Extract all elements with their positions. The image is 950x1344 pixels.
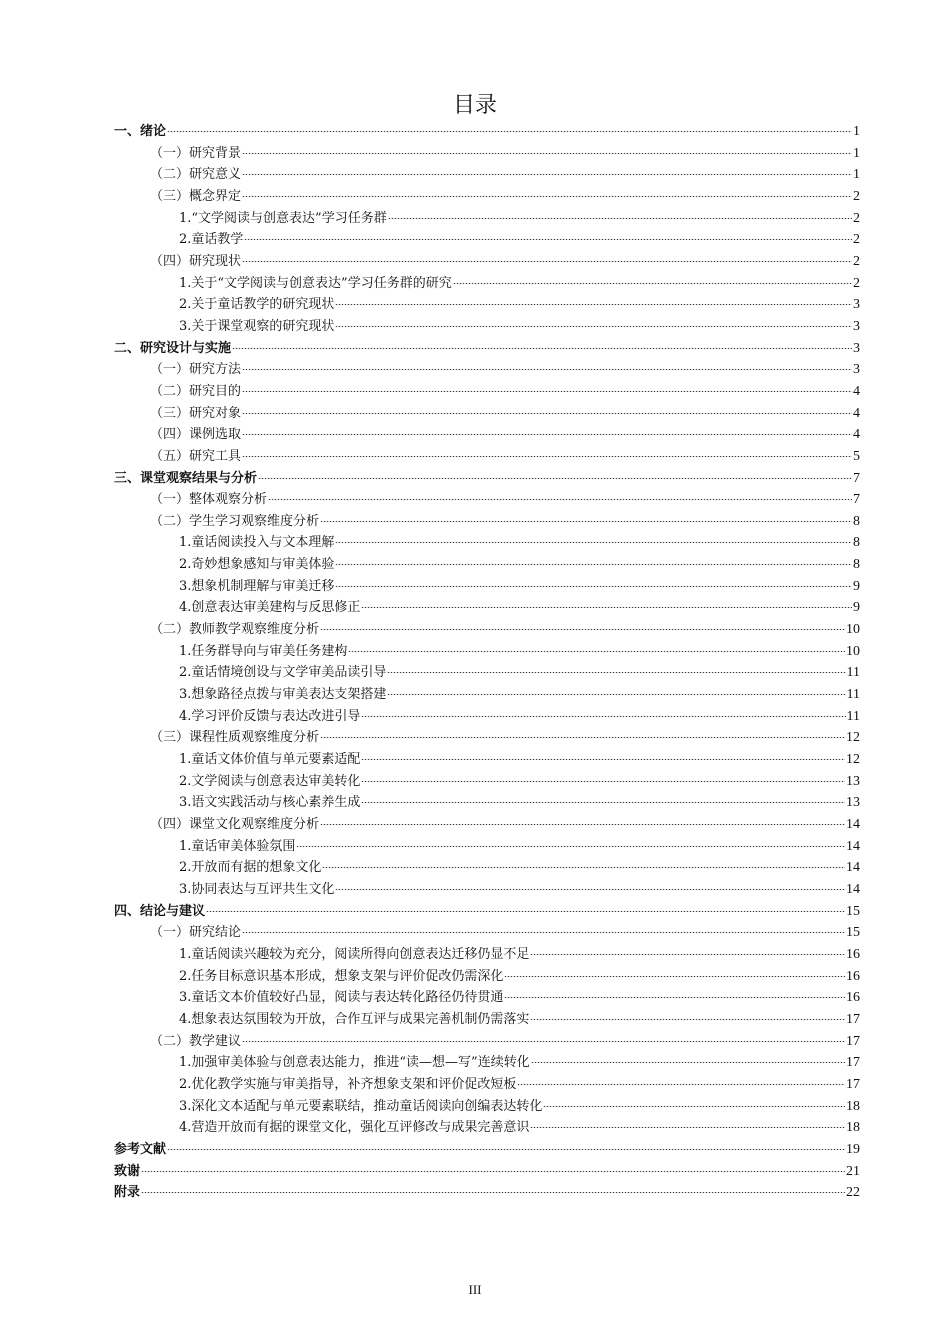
toc-entry-label: （二）学生学习观察维度分析 [150, 513, 320, 529]
toc-entry[interactable] [114, 468, 860, 490]
toc-entry-page: 11 [846, 687, 860, 703]
dot-leader [242, 174, 852, 175]
dot-leader [320, 521, 852, 522]
toc-entry-label: （四）课堂文化观察维度分析 [150, 817, 320, 832]
toc-entry[interactable] [114, 1052, 860, 1074]
toc-entry-label: （四）研究现状 [150, 253, 242, 269]
dot-leader [361, 759, 845, 760]
dot-leader [335, 304, 852, 305]
toc-entry-label: （五）研究工具 [150, 448, 242, 464]
toc-entry[interactable] [114, 749, 860, 771]
toc-entry[interactable] [114, 641, 860, 663]
toc-entry[interactable] [114, 273, 860, 295]
toc-entry-page: 17 [846, 1076, 860, 1092]
toc-entry-page: 8 [853, 513, 860, 529]
page-title: 目录 [452, 93, 497, 118]
toc-entry-page: 22 [846, 1185, 860, 1201]
toc-entry-page: 14 [846, 881, 860, 897]
toc-entry[interactable] [114, 1074, 860, 1096]
toc-entry[interactable] [114, 706, 860, 728]
toc-entry[interactable] [114, 489, 860, 511]
toc-entry[interactable] [114, 1117, 860, 1139]
toc-entry-label: 附录 [114, 1185, 141, 1201]
toc-entry-label: 1.童话阅读兴趣较为充分，阅读所得向创意表达迁移仍显不足 [179, 946, 530, 962]
toc-entry-label: 4.学习评价反馈与表达改进引导 [179, 708, 361, 724]
toc-entry-page: 15 [846, 925, 860, 941]
toc-entry-page: 2 [853, 188, 860, 204]
toc-entry-label: 2.童话教学 [179, 232, 244, 248]
toc-entry-page: 2 [853, 232, 860, 248]
dot-leader [335, 564, 852, 565]
toc-entry-page: 16 [846, 990, 860, 1006]
toc-entry-label: 2.关于童话教学的研究现状 [179, 297, 335, 313]
dot-leader [348, 651, 845, 652]
toc-entry-page: 8 [853, 535, 860, 551]
toc-entry[interactable] [114, 229, 860, 251]
toc-entry-page: 4 [853, 405, 860, 421]
toc-entry-page: 11 [846, 708, 860, 724]
toc-entry-label: 4.创意表达审美建构与反思修正 [179, 600, 361, 616]
toc-entry-page: 2 [853, 253, 860, 269]
toc-entry-page: 19 [846, 1141, 860, 1157]
dot-leader [320, 629, 845, 630]
dot-leader [335, 542, 852, 543]
toc-entry[interactable] [114, 792, 860, 814]
toc-entry[interactable] [114, 208, 860, 230]
toc-entry[interactable] [114, 554, 860, 576]
toc-entry-page: 16 [846, 946, 860, 962]
toc-entry[interactable] [114, 316, 860, 338]
toc-entry-page: 8 [853, 557, 860, 573]
toc-entry-label: 1.关于“文学阅读与创意表达”学习任务群的研究 [179, 275, 452, 291]
toc-entry-label: （一）整体观察分析 [150, 492, 268, 508]
toc-entry[interactable] [114, 1139, 860, 1161]
dot-leader [530, 954, 845, 955]
toc-entry[interactable] [114, 1161, 860, 1183]
toc-entry-label: 3.关于课堂观察的研究现状 [179, 318, 335, 334]
toc-entry[interactable] [114, 1031, 860, 1053]
dot-leader [141, 1192, 845, 1193]
dot-leader [530, 1019, 845, 1020]
toc-entry-label: （二）教学建议 [150, 1033, 242, 1049]
toc-entry-label: 3.深化文本适配与单元要素联结，推动童话阅读向创编表达转化 [179, 1098, 543, 1114]
dot-leader [361, 607, 852, 608]
toc-entry-label: 2.任务目标意识基本形成，想象支架与评价促改仍需深化 [179, 968, 504, 984]
dot-leader [242, 456, 852, 457]
toc-entry[interactable] [114, 1009, 860, 1031]
toc-entry-label: 2.开放而有据的想象文化 [179, 860, 322, 876]
toc-entry-page: 1 [853, 167, 860, 183]
toc-entry-page: 2 [853, 210, 860, 226]
dot-leader [242, 413, 852, 414]
dot-leader [517, 1084, 845, 1085]
toc-entry[interactable] [114, 381, 860, 403]
toc-entry[interactable] [114, 446, 860, 468]
toc-entry-page: 10 [846, 622, 860, 638]
dot-leader [320, 824, 845, 825]
toc-entry-page: 12 [846, 730, 860, 746]
toc-entry[interactable] [114, 619, 860, 641]
toc-entry-label: 1.加强审美体验与创意表达能力，推进“读—想—写”连续转化 [179, 1055, 530, 1071]
dot-leader [320, 737, 845, 738]
toc-entry[interactable] [114, 922, 860, 944]
dot-leader [361, 802, 845, 803]
dot-leader [387, 672, 845, 673]
dot-leader [387, 694, 845, 695]
dot-leader [141, 1171, 845, 1172]
toc-entry-page: 18 [846, 1120, 860, 1136]
toc-entry[interactable] [114, 143, 860, 165]
dot-leader [504, 997, 845, 998]
toc-entry-page: 18 [846, 1098, 860, 1114]
toc-entry-page: 12 [846, 752, 860, 768]
toc-entry-label: 4.想象表达氛围较为开放，合作互评与成果完善机制仍需落实 [179, 1011, 530, 1027]
toc-entry-page: 9 [853, 600, 860, 616]
toc-entry[interactable] [114, 836, 860, 858]
toc-entry-page: 14 [846, 817, 860, 832]
dot-leader [322, 867, 845, 868]
toc-entry-page: 1 [853, 124, 860, 139]
toc-entry-label: （四）课例选取 [150, 427, 242, 443]
toc-entry-page: 15 [846, 903, 860, 919]
toc-entry[interactable] [114, 532, 860, 554]
toc-entry-page: 14 [846, 838, 860, 854]
toc-entry[interactable] [114, 164, 860, 186]
toc-entry[interactable] [114, 1182, 860, 1204]
dot-leader [242, 434, 852, 435]
dot-leader [242, 1041, 845, 1042]
toc-entry-label: （一）研究方法 [150, 362, 242, 378]
toc-entry-label: 参考文献 [114, 1141, 167, 1157]
dot-leader [268, 499, 852, 500]
page-number-footer: III [468, 1282, 482, 1297]
dot-leader [543, 1106, 845, 1107]
toc-entry[interactable] [114, 771, 860, 793]
toc-entry-label: 三、课堂观察结果与分析 [114, 470, 258, 486]
toc-entry-label: （二）研究意义 [150, 167, 242, 183]
toc-entry-page: 2 [853, 275, 860, 291]
dot-leader [335, 586, 852, 587]
toc-entry[interactable] [114, 511, 860, 533]
toc-entry-label: 四、结论与建议 [114, 903, 206, 919]
toc-entry-label: 一、绪论 [114, 124, 167, 139]
toc-entry[interactable] [114, 403, 860, 425]
toc-entry[interactable] [114, 597, 860, 619]
toc-entry-page: 16 [846, 968, 860, 984]
toc-entry[interactable] [114, 294, 860, 316]
toc-entry-label: （一）研究背景 [150, 145, 242, 161]
toc-entry-page: 4 [853, 383, 860, 399]
toc-entry-page: 11 [846, 665, 860, 681]
toc-entry-label: 2.文学阅读与创意表达审美转化 [179, 773, 361, 789]
toc-entry[interactable] [114, 359, 860, 381]
toc-entry-label: 2.优化教学实施与审美指导，补齐想象支架和评价促改短板 [179, 1076, 517, 1092]
toc-entry-label: 3.童话文本价值较好凸显，阅读与表达转化路径仍待贯通 [179, 990, 504, 1006]
dot-leader [361, 716, 845, 717]
dot-leader [242, 261, 852, 262]
toc-entry-label: 2.童话情境创设与文学审美品读引导 [179, 665, 387, 681]
table-of-contents [114, 121, 860, 1204]
toc-entry-page: 7 [853, 492, 860, 508]
toc-entry[interactable] [114, 814, 860, 836]
toc-entry-label: （二）教师教学观察维度分析 [150, 622, 320, 638]
toc-entry[interactable] [114, 186, 860, 208]
toc-entry[interactable] [114, 684, 860, 706]
dot-leader [232, 348, 852, 349]
toc-entry[interactable] [114, 338, 860, 360]
toc-entry[interactable] [114, 121, 860, 143]
toc-entry[interactable] [114, 944, 860, 966]
toc-entry[interactable] [114, 662, 860, 684]
dot-leader [244, 239, 852, 240]
toc-entry-page: 17 [846, 1055, 860, 1071]
toc-entry-label: 1.任务群导向与审美任务建构 [179, 643, 348, 659]
toc-entry[interactable] [114, 251, 860, 273]
toc-entry-page: 3 [853, 318, 860, 334]
toc-entry-label: 3.语文实践活动与核心素养生成 [179, 795, 361, 811]
toc-entry-label: （三）研究对象 [150, 405, 242, 421]
toc-entry[interactable] [114, 1096, 860, 1118]
toc-entry-label: 3.想象路径点拨与审美表达支架搭建 [179, 687, 387, 703]
dot-leader [531, 1062, 845, 1063]
dot-leader [296, 846, 845, 847]
dot-leader [242, 369, 852, 370]
toc-entry-page: 17 [846, 1011, 860, 1027]
dot-leader [242, 196, 852, 197]
dot-leader [167, 1149, 845, 1150]
toc-entry-label: 1.“文学阅读与创意表达”学习任务群 [179, 210, 387, 226]
toc-entry[interactable] [114, 857, 860, 879]
dot-leader [530, 1127, 845, 1128]
dot-leader [504, 976, 845, 977]
toc-entry-label: 1.童话阅读投入与文本理解 [179, 535, 335, 551]
dot-leader [242, 932, 845, 933]
toc-entry-page: 17 [846, 1033, 860, 1049]
dot-leader [242, 391, 852, 392]
dot-leader [335, 889, 845, 890]
toc-entry-label: 1.童话文体价值与单元要素适配 [179, 752, 361, 768]
dot-leader [206, 911, 845, 912]
dot-leader [167, 131, 852, 132]
toc-entry-label: （二）研究目的 [150, 383, 242, 399]
toc-entry-label: 4.营造开放而有据的课堂文化，强化互评修改与成果完善意识 [179, 1120, 530, 1136]
toc-entry-page: 1 [853, 145, 860, 161]
toc-entry[interactable] [114, 987, 860, 1009]
dot-leader [453, 283, 852, 284]
toc-entry-page: 7 [853, 470, 860, 486]
toc-entry[interactable] [114, 727, 860, 749]
dot-leader [361, 781, 845, 782]
toc-entry-page: 21 [846, 1163, 860, 1179]
toc-entry[interactable] [114, 424, 860, 446]
toc-entry-label: （一）研究结论 [150, 925, 242, 941]
toc-entry[interactable] [114, 966, 860, 988]
dot-leader [242, 153, 852, 154]
toc-entry[interactable] [114, 576, 860, 598]
toc-entry-label: 3.协同表达与互评共生文化 [179, 881, 335, 897]
toc-entry-page: 5 [853, 448, 860, 464]
toc-entry-label: 1.童话审美体验氛围 [179, 838, 296, 854]
toc-entry-label: 3.想象机制理解与审美迁移 [179, 578, 335, 594]
toc-entry-label: （三）课程性质观察维度分析 [150, 730, 320, 746]
toc-entry-page: 4 [853, 427, 860, 443]
toc-entry-label: （三）概念界定 [150, 188, 242, 204]
toc-entry-page: 3 [853, 362, 860, 378]
toc-entry[interactable] [114, 879, 860, 901]
dot-leader [335, 326, 852, 327]
dot-leader [258, 478, 852, 479]
toc-entry-label: 致谢 [114, 1163, 141, 1179]
toc-entry-label: 2.奇妙想象感知与审美体验 [179, 557, 335, 573]
dot-leader [388, 218, 852, 219]
toc-entry-page: 13 [846, 773, 860, 789]
toc-entry[interactable] [114, 901, 860, 923]
toc-entry-page: 13 [846, 795, 860, 811]
toc-entry-label: 二、研究设计与实施 [114, 340, 232, 356]
toc-entry-page: 10 [846, 643, 860, 659]
toc-entry-page: 3 [853, 297, 860, 313]
toc-entry-page: 9 [853, 578, 860, 594]
toc-entry-page: 3 [853, 340, 860, 356]
toc-entry-page: 14 [846, 860, 860, 876]
